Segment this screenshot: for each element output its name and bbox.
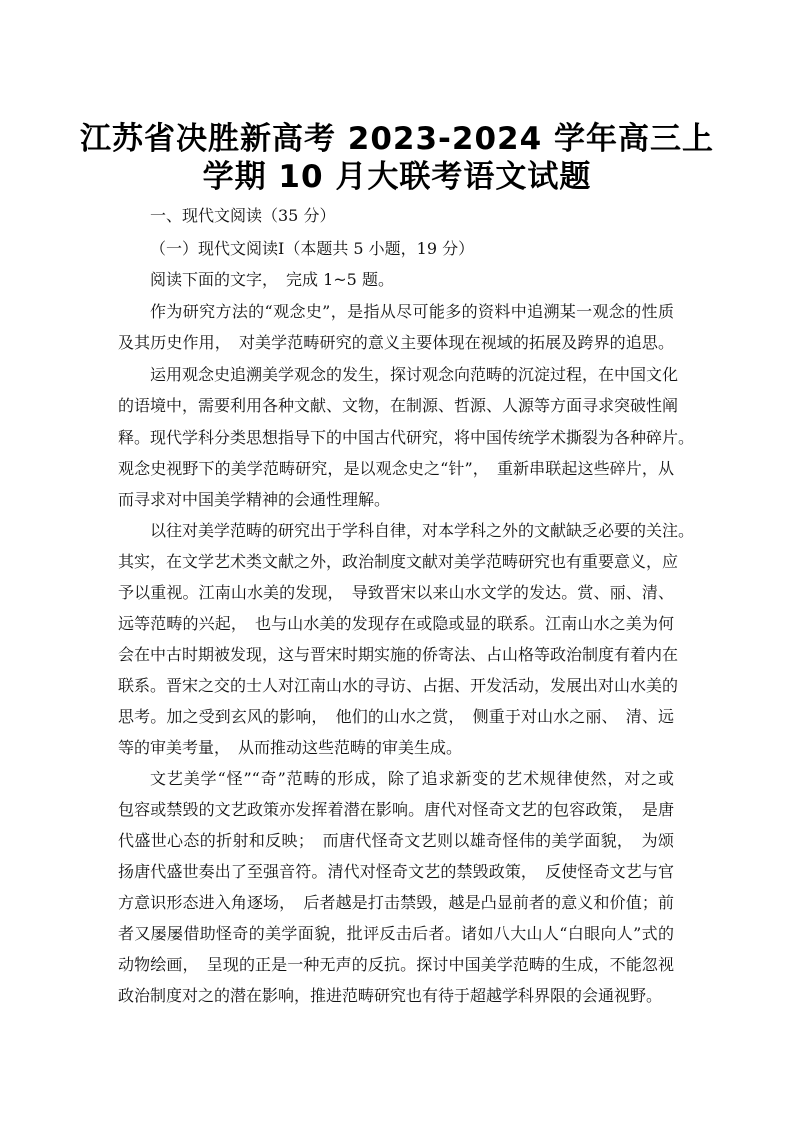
paragraph-3-line: 联系。晋宋之交的士人对江南山水的寻访、占据、开发活动，发展出对山水美的	[118, 676, 679, 695]
document-title-line-2: 学期 10 月大联考语文试题	[202, 159, 592, 195]
reading-instruction: 阅读下面的文字， 完成 1~5 题。	[150, 270, 394, 289]
paragraph-4-line: 包容或禁毁的文艺政策亦发挥着潜在影响。唐代对怪奇文艺的包容政策， 是唐	[118, 800, 674, 819]
paragraph-2-line: 观念史视野下的美学范畴研究，是以观念史之“针”， 重新串联起这些碎片，从	[118, 459, 674, 478]
paragraph-2-line: 运用观念史追溯美学观念的发生，探讨观念向范畴的沉淀过程，在中国文化	[150, 365, 679, 384]
paragraph-4-line: 动物绘画， 呈现的正是一种无声的反抗。探讨中国美学范畴的生成，不能忽视	[118, 955, 674, 974]
subsection-heading: （一）现代文阅读Ⅰ（本题共 5 小题，19 分）	[150, 239, 475, 258]
paragraph-4-line: 扬唐代盛世奏出了至强音符。清代对怪奇文艺的禁毁政策， 反使怪奇文艺与官	[118, 862, 674, 881]
paragraph-2-line: 的语境中，需要利用各种文献、文物，在制源、哲源、人源等方面寻求突破性阐	[118, 396, 679, 415]
paragraph-1-line: 及其历史作用， 对美学范畴研究的意义主要体现在视域的拓展及跨界的追思。	[118, 333, 674, 352]
paragraph-4-line: 方意识形态进入角逐场， 后者越是打击禁毁，越是凸显前者的意义和价值；前	[118, 893, 674, 912]
paragraph-3-line: 等的审美考量， 从而推动这些范畴的审美生成。	[118, 738, 463, 757]
paragraph-3-line: 其实，在文学艺术类文献之外，政治制度文献对美学范畴研究也有重要意义，应	[118, 552, 679, 571]
document-title-line-1: 江苏省决胜新高考 2023-2024 学年高三上	[79, 121, 714, 157]
paragraph-2-line: 释。现代学科分类思想指导下的中国古代研究，将中国传统学术撕裂为各种碎片。	[118, 428, 695, 447]
paragraph-4-line: 文艺美学“怪”“奇”范畴的形成，除了追求新变的艺术规律使然，对之或	[150, 769, 674, 788]
paragraph-4-line: 政治制度对之的潜在影响，推进范畴研究也有待于超越学科界限的会通视野。	[118, 986, 663, 1005]
paragraph-4-line: 代盛世心态的折射和反映； 而唐代怪奇文艺则以雄奇怪伟的美学面貌， 为颂	[118, 831, 674, 850]
paragraph-4-line: 者又屡屡借助怪奇的美学面貌，批评反击后者。诸如八大山人“白眼向人”式的	[118, 924, 674, 943]
paragraph-2-line: 而寻求对中国美学精神的会通性理解。	[118, 490, 391, 509]
paragraph-3-line: 予以重视。江南山水美的发现， 导致晋宋以来山水文学的发达。赏、丽、清、	[118, 583, 674, 602]
paragraph-3-line: 会在中古时期被发现，这与晋宋时期实施的侨寄法、占山格等政治制度有着内在	[118, 645, 679, 664]
paragraph-3-line: 远等范畴的兴起， 也与山水美的发现存在或隐或显的联系。江南山水之美为何	[118, 614, 674, 633]
section-heading: 一、现代文阅读（35 分）	[150, 206, 336, 225]
paragraph-3-line: 思考。加之受到玄风的影响， 他们的山水之赏， 侧重于对山水之丽、 清、远	[118, 707, 674, 726]
paragraph-3-line: 以往对美学范畴的研究出于学科自律，对本学科之外的文献缺乏必要的关注。	[150, 521, 695, 540]
paragraph-1-line: 作为研究方法的“观念史”，是指从尽可能多的资料中追溯某一观念的性质	[150, 302, 674, 321]
